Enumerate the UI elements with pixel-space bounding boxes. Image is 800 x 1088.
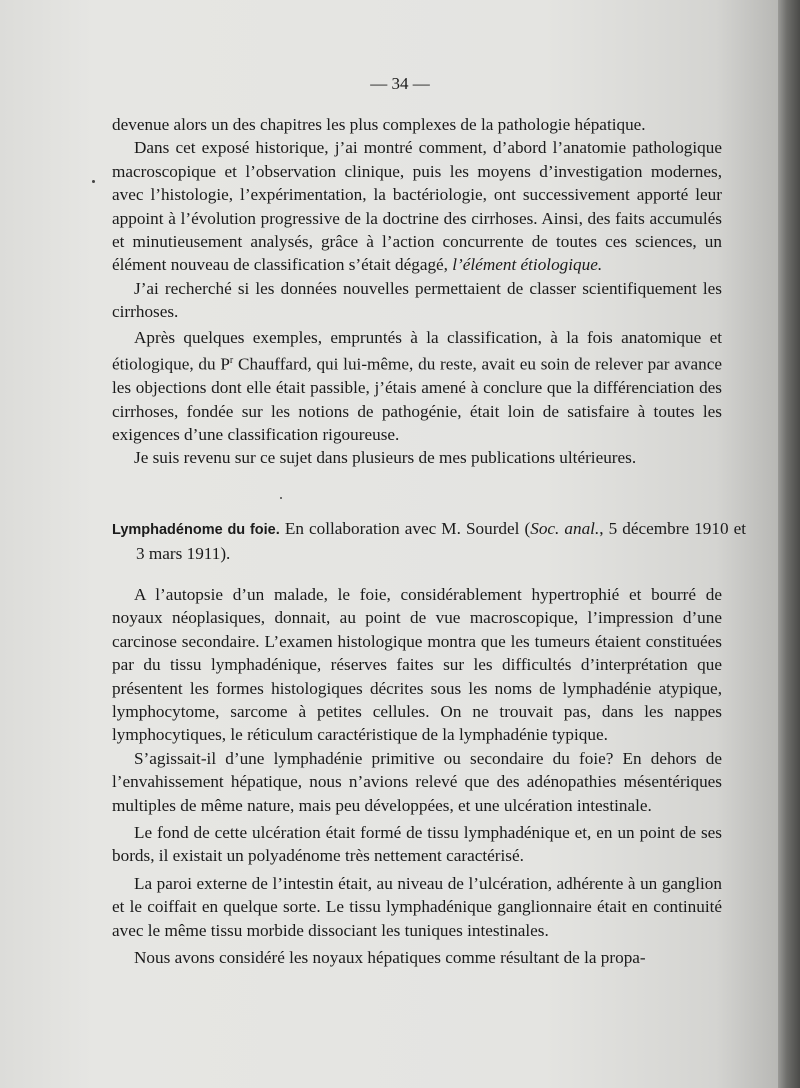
intro-paragraph-2 — [112, 136, 722, 276]
intro-paragraph-3: J’ai recherché si les données nouvelles permettaient de classer scientifiquement les cirrhoses. — [112, 278, 722, 322]
paper-speck — [92, 180, 95, 183]
intro-paragraph-1: devenue alors un des chapitres les plus complexes de la pathologie hépatique. — [112, 115, 646, 134]
page-number: — 34 — — [370, 74, 430, 93]
publication-dates: , 5 décembre 1910 et 3 mars 1911). — [136, 519, 747, 564]
body-paragraph-5: Nous avons considéré les noyaux hépatiques comme résultant de la propa- — [134, 948, 646, 968]
etiologic-element-term: l’élément étiologique. — [452, 255, 603, 275]
body-paragraph-2: S’agissait-il d’une lymphadénie primitive ou secondaire du foie? En dehors de l’envahissement hépatique, nous n’avions relevé que des adénopathies mésentériques multiples de même nature, mais peu développées, et une ulcération intestinale. — [112, 748, 722, 815]
intro-paragraph-4-text-b: Chauffard, qui lui-même, du reste, avait eu soin de relever par avance les objections dont elle était passible, j’étais amené à conclure que la différenciation des cirrhoses, fondée sur les notions de pathogénie, était loin de satisfaire à toutes les exigences d’une classification rigoureuse. — [112, 354, 722, 445]
body-paragraph-1: A l’autopsie d’un malade, le foie, considérablement hypertrophié et bourré de noyaux néoplasiques, donnait, au point de vue macroscopique, l’impression d’une carcinose secondaire. L’examen histologique montra que les tumeurs étaient constituées par du tissu lymphadénique, réserves faites sur les difficultés d’interprétation que présentent les formes histologiques décrites sous les noms de lymphadénie atypique, lymphocytome, sarcome à petites cellules. On ne trouvait pas, dans les nappes lymphocytiques, le réticulum caractéristique de la lymphadénie typique. — [112, 585, 722, 745]
publication-journal: Soc. anal. — [530, 519, 600, 538]
publication-heading — [112, 517, 746, 566]
intro-section — [112, 113, 722, 470]
professor-abbrev: r — [229, 355, 234, 367]
publication-title: Lymphadénome du foie. — [112, 522, 280, 538]
paper-speck — [280, 497, 282, 499]
publication-collab: En collaboration avec M. Sourdel ( — [279, 519, 531, 538]
body-paragraph-4: La paroi externe de l’intestin était, au niveau de l’ulcération, adhérente à un ganglion et le coiffait en quelque sorte. Le tissu lymphadénique ganglionnaire était en continuité avec le même tissu morbide dissociant les tuniques intestinales. — [112, 873, 722, 940]
body-paragraph-3: Le fond de cette ulcération était formé de tissu lymphadénique et, en un point de ses bords, il existait un polyadénome très nettement caractérisé. — [112, 823, 722, 866]
intro-paragraph-5: Je suis revenu sur ce sujet dans plusieurs de mes publications ultérieures. — [134, 448, 637, 468]
body-section — [112, 583, 722, 970]
page-edge-shadow — [778, 0, 800, 1088]
intro-paragraph-2-text: Dans cet exposé historique, j’ai montré comment, d’abord l’anatomie pathologique macroscopique et l’observation clinique, puis les moyens d’investigation modernes, avec l’histologie, l’expérimentation, la bactériologie, ont successivement apporté leur appoint à l’évolution progressive de la doctrine des cirrhoses. Ainsi, des faits accumulés et minutieusement analysés, grâce à l’action concurrente de toutes ces sciences, un élément nouveau de classification s’était dégagé, — [112, 138, 722, 275]
intro-paragraph-4 — [112, 326, 722, 447]
intro-paragraph-4-text-a: Après quelques exemples, empruntés à la classification, à la fois anatomique et étiologique, du P — [112, 327, 722, 374]
